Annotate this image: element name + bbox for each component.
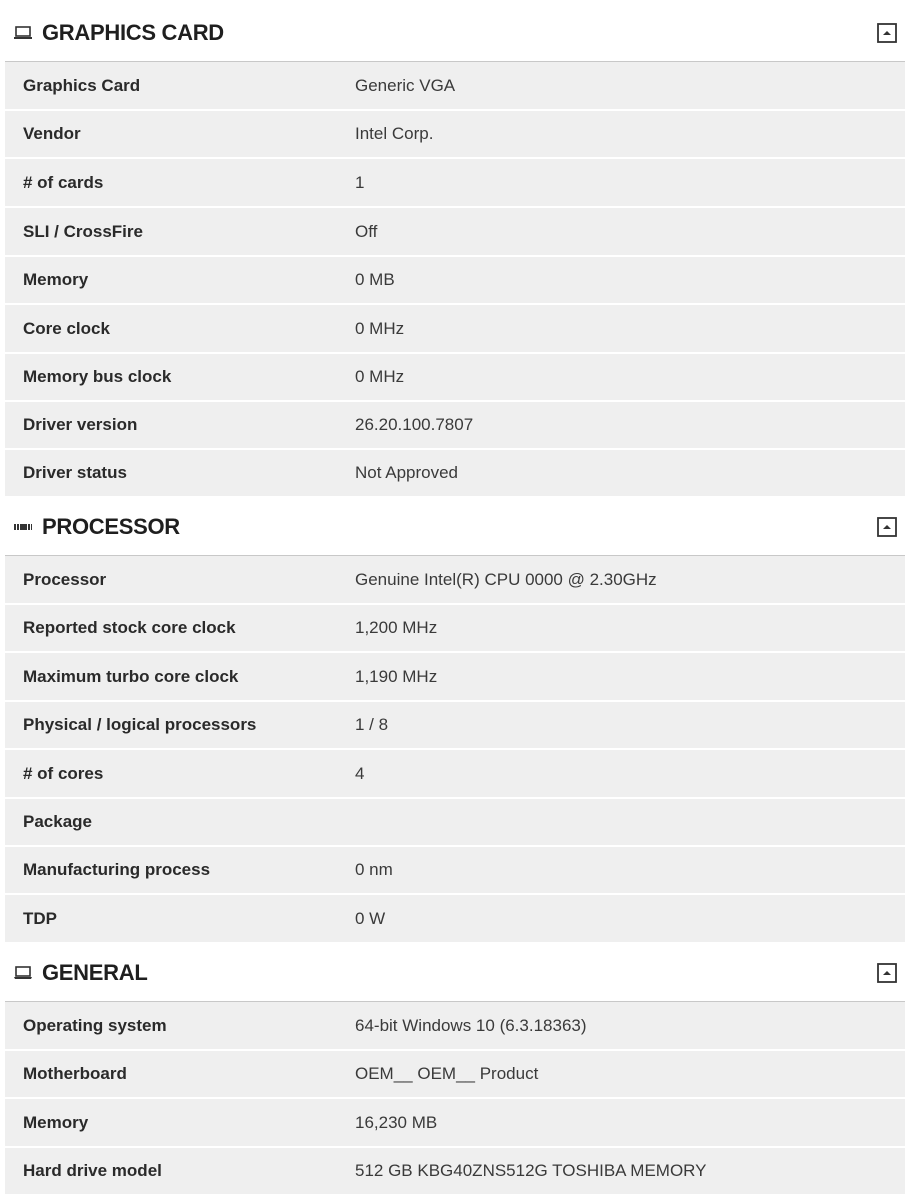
table-row [5, 605, 905, 653]
row-value: Not Approved [355, 463, 459, 482]
row-label: Driver status [23, 463, 127, 482]
row-value: 1 [355, 172, 365, 192]
row-label: Manufacturing process [23, 860, 211, 879]
table-row [5, 62, 905, 111]
table-row [5, 159, 905, 208]
row-value: 0 W [355, 908, 386, 928]
processor-header[interactable] [5, 498, 905, 556]
row-value: 512 GB KBG40ZNS512G TOSHIBA MEMORY [355, 1161, 707, 1180]
table-row [5, 354, 905, 402]
table-row [5, 653, 905, 702]
general-header[interactable] [5, 944, 905, 1002]
row-value: 4 [355, 763, 365, 783]
chevron-up-icon [877, 23, 897, 43]
general-section [5, 944, 905, 1196]
section-title: GENERAL [42, 959, 148, 985]
processor-section [5, 498, 905, 944]
row-label: Memory [23, 1112, 89, 1132]
row-value: 0 MHz [355, 318, 405, 338]
row-label: # of cards [23, 172, 104, 192]
row-value: 1,190 MHz [355, 666, 438, 686]
collapse-graphics-button[interactable] [877, 23, 897, 43]
table-row [5, 799, 905, 847]
row-label: TDP [23, 908, 57, 928]
table-row [5, 450, 905, 498]
table-row [5, 257, 905, 305]
table-row [5, 556, 905, 605]
row-value: Intel Corp. [355, 124, 434, 143]
section-title: PROCESSOR [42, 513, 180, 539]
table-row [5, 847, 905, 895]
graphics-card-section [5, 4, 905, 498]
row-label: Package [23, 812, 92, 831]
collapse-general-button[interactable] [877, 963, 897, 983]
row-label: Processor [23, 569, 107, 589]
table-row [5, 1002, 905, 1051]
row-value: Off [355, 221, 378, 241]
table-row [5, 1051, 905, 1099]
row-label: Motherboard [23, 1064, 127, 1083]
table-row [5, 402, 905, 450]
row-value: 1 / 8 [355, 715, 389, 734]
row-label: Physical / logical processors [23, 715, 257, 734]
table-row [5, 111, 905, 159]
section-title: GRAPHICS CARD [42, 19, 224, 45]
row-label: Maximum turbo core clock [23, 666, 239, 686]
chevron-up-icon [877, 517, 897, 537]
row-value: 26.20.100.7807 [355, 415, 474, 434]
row-label: Vendor [23, 124, 81, 143]
monitor-icon [13, 23, 33, 43]
laptop-icon [13, 963, 33, 983]
collapse-processor-button[interactable] [877, 517, 897, 537]
row-label: SLI / CrossFire [23, 221, 143, 241]
chevron-up-icon [877, 963, 897, 983]
row-value: Generic VGA [355, 75, 456, 95]
row-value: 16,230 MB [355, 1112, 438, 1132]
table-row [5, 305, 905, 354]
table-row [5, 750, 905, 799]
table-row [5, 702, 905, 750]
row-label: Core clock [23, 318, 110, 338]
graphics-card-header[interactable] [5, 4, 905, 62]
table-row [5, 895, 905, 944]
row-value: 64-bit Windows 10 (6.3.18363) [355, 1015, 587, 1035]
row-value: 1,200 MHz [355, 618, 438, 637]
row-value: 0 MB [355, 270, 395, 289]
cpu-icon [13, 517, 33, 537]
row-label: Memory [23, 270, 89, 289]
table-row [5, 1148, 905, 1196]
row-value: OEM__ OEM__ Product [355, 1064, 539, 1083]
row-label: Graphics Card [23, 75, 141, 95]
row-label: Driver version [23, 415, 138, 434]
row-value: Genuine Intel(R) CPU 0000 @ 2.30GHz [355, 569, 657, 589]
row-label: Operating system [23, 1015, 167, 1035]
row-label: Hard drive model [23, 1161, 162, 1180]
table-row [5, 208, 905, 257]
table-row [5, 1099, 905, 1148]
row-label: # of cores [23, 763, 104, 783]
row-value: 0 nm [355, 860, 393, 879]
row-label: Memory bus clock [23, 367, 172, 386]
row-label: Reported stock core clock [23, 618, 236, 637]
row-value: 0 MHz [355, 367, 405, 386]
